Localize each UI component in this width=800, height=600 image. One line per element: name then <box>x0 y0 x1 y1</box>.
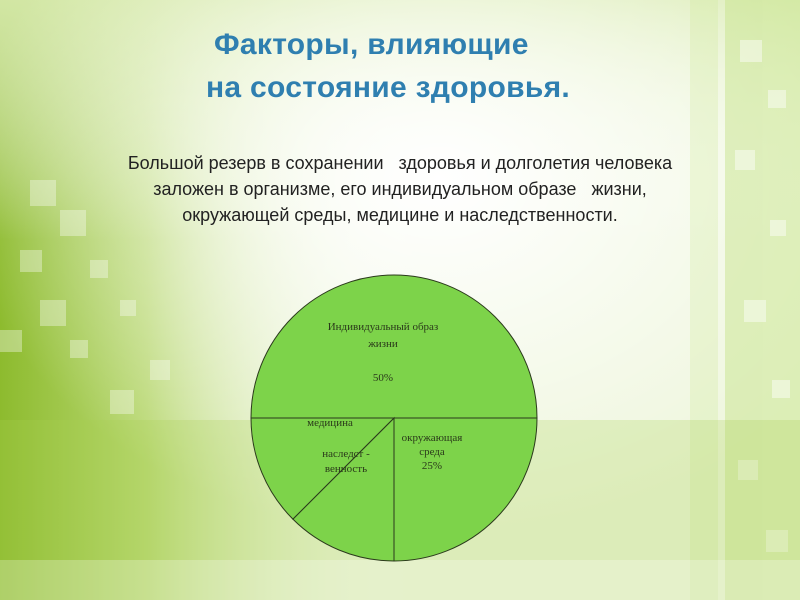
pie-label-line: медицина <box>307 417 353 429</box>
pie-label-line: венность <box>324 463 368 475</box>
pie-label-line: жизни <box>368 338 398 350</box>
body-line: Большой резерв в сохранении здоровья и долголетия человека <box>127 153 673 173</box>
pie-label-line: 50% <box>372 372 394 384</box>
body-line: окружающей среды, медицине и наследственности. <box>182 205 618 225</box>
pie-label-line: окружающая <box>401 432 463 444</box>
pie-label-medicine <box>307 417 353 429</box>
slide-title-line-1: Факторы, влияющие <box>214 28 529 61</box>
pie-label-line: среда <box>419 446 445 458</box>
pie-label-line: 25% <box>421 460 443 472</box>
body-line: заложен в организме, его индивидуальном образе жизни, <box>153 179 647 199</box>
pie-label-line: наследст - <box>322 448 370 460</box>
slide-title-line-2: на состояние здоровья. <box>206 71 571 104</box>
pie-label-line: Индивидуальный образ <box>327 321 439 333</box>
